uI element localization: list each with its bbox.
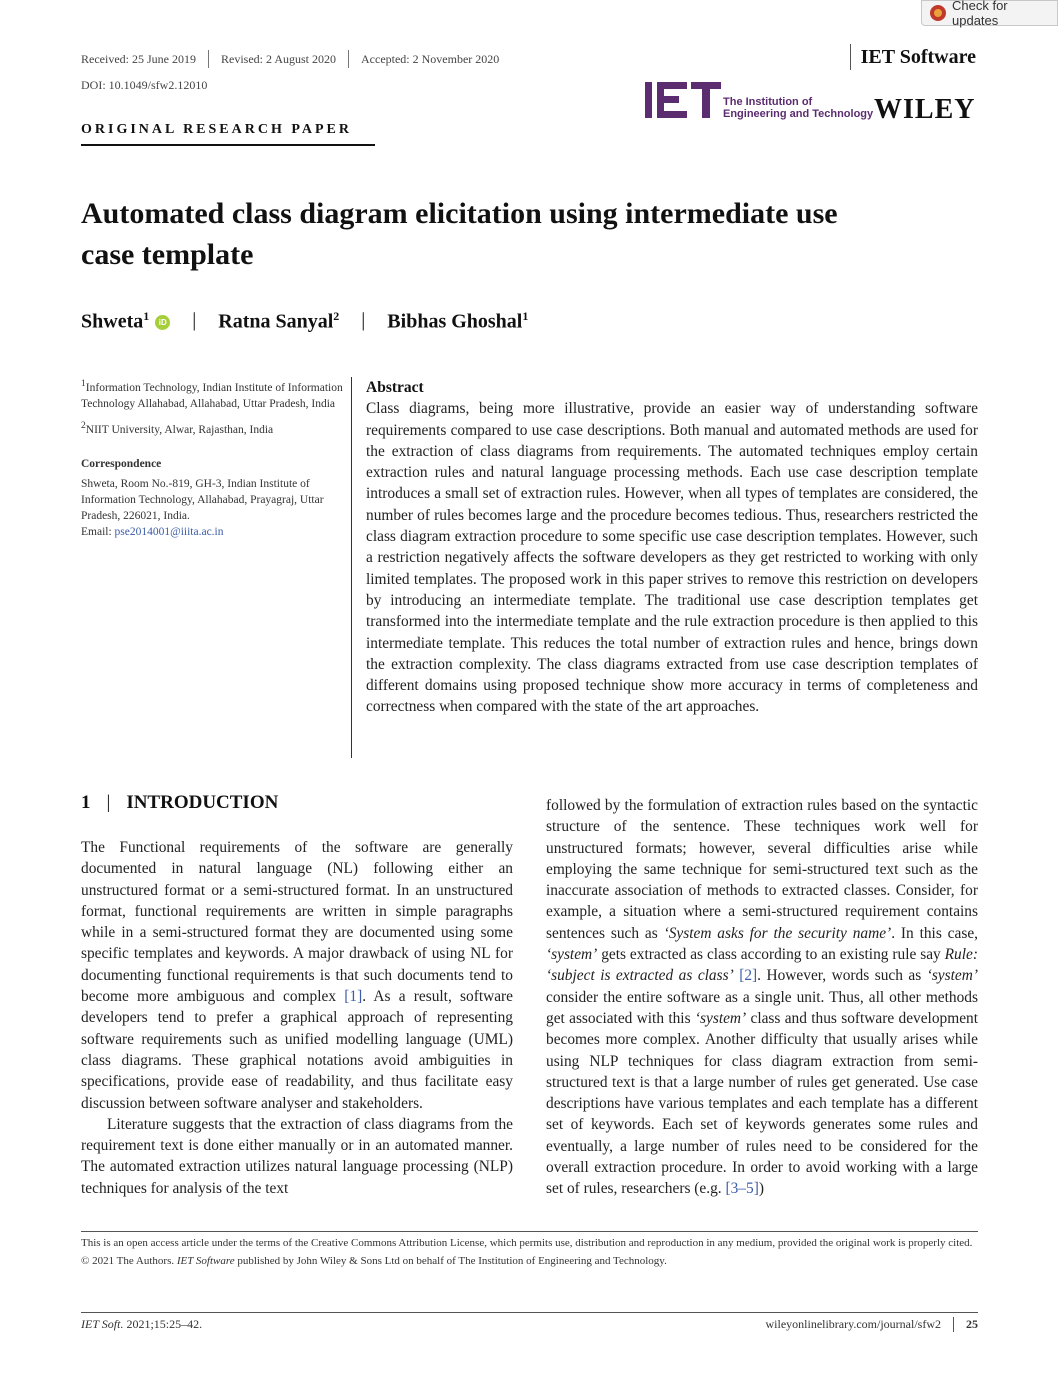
affiliations [81, 376, 343, 546]
section-title: INTRODUCTION [126, 792, 279, 813]
intro-paragraph-2: Literature suggests that the extraction of class diagrams from the requirement text is done either manually or in an automated manner. The automated extraction utilizes natural language processing (NLP) techniques for analysis of the text [81, 1115, 513, 1197]
citation-link[interactable]: [3–5] [725, 1180, 759, 1198]
crossmark-icon [930, 5, 946, 21]
license-text: This is an open access article under the terms of the Creative Commons Attribution License, which permits use, distribution and reproduction in any medium, provided the original work is properly cited. [81, 1237, 973, 1249]
doi: DOI: 10.1049/sfw2.12010 [81, 78, 208, 92]
correspondence-email: Email: pse2014001@iiita.ac.in [81, 525, 224, 538]
citation-link[interactable]: [2] [739, 967, 758, 985]
orcid-icon[interactable]: iD [155, 315, 170, 330]
article-type-label: ORIGINAL RESEARCH PAPER [81, 122, 375, 146]
email-link[interactable]: pse2014001@iiita.ac.in [114, 525, 224, 538]
article-history [81, 50, 523, 68]
copyright-text: © 2021 The Authors. IET Software published by John Wiley & Sons Ltd on behalf of The Institution of Engineering and Technology. [81, 1255, 667, 1267]
section-number: 1 [81, 792, 91, 813]
author-3[interactable]: Bibhas Ghoshal$^1$ [387, 309, 529, 333]
license-footnote [81, 1231, 978, 1270]
correspondence-address: Shweta, Room No.-819, GH-3, Indian Institute of Information Technology, Allahabad, Prayagraj, Uttar Pradesh, 226021, India. [81, 477, 324, 522]
abstract-heading: Abstract [366, 379, 424, 396]
author-separator: | [192, 309, 197, 331]
revised-date: Revised: 2 August 2020 [221, 50, 349, 68]
accepted-date: Accepted: 2 November 2020 [361, 52, 500, 66]
page-footer [81, 1312, 978, 1331]
citation-link[interactable]: [1] [344, 988, 363, 1006]
body-column-right [546, 795, 978, 1200]
received-date: Received: 25 June 2019 [81, 50, 209, 68]
check-for-updates-button[interactable] [921, 0, 1058, 26]
iet-line-1: The Institution of [723, 96, 813, 108]
author-list [81, 309, 528, 334]
journal-name: IET Software [850, 44, 976, 70]
intro-paragraph-continued: followed by the formulation of extraction rules based on the syntactic structure of the sentence. These techniques work well for unstructured formats; however, several difficulties arise while employing the same technique for semi-structured text such as the inaccurate association of methods to extracted classes. Consider, for example, a situation where a semi-structured requirement contains sentences such as ‘System asks for the security name’. In this case, ‘system’ gets extracted as class according to an existing rule say Rule: ‘subject is extracted as class’ [2]. However, words such as ‘system’ consider the entire software as a single unit. Thus, all other methods get associated with this ‘system’ class and thus software development becomes more complex. Another difficulty that usually arises while using NLP techniques for class diagram extraction from semi-structured text is that a large number of rules get generated. Use case descriptions have various templates and each template has a different set of keywords. Each set of keywords generates some rules and eventually, a large number of rules need to be considered for the overall extraction procedure. In order to avoid working with a large set of rules, researchers (e.g. [3–5]) [546, 797, 979, 1198]
body-column-left [81, 837, 513, 1199]
correspondence-heading: Correspondence [81, 457, 162, 470]
affiliation-1: $^1$Information Technology, Indian Institute of Information Technology Allahabad, Allahabad, Uttar Pradesh, India [81, 378, 343, 410]
section-heading-introduction [81, 792, 278, 814]
wiley-logo: WILEY [874, 94, 976, 125]
affiliation-2: $^2$NIIT University, Alwar, Rajasthan, India [81, 419, 274, 436]
iet-line-2: Engineering and Technology [723, 108, 874, 120]
intro-paragraph-1: The Functional requirements of the software are generally documented in natural language (NL) following either an unstructured format or a semi-structured format. In an unstructured format, functional requirements are written in simple paragraphs while in a semi-structured format they are documented using some specific templates and keywords. A major drawback of using NL for documenting functional requirements is that such documents tend to become more ambiguous and complex [1]. As a result, software developers tend to prefer a graphical approach of representing software requirements such as unified modelling language (UML) class diagrams. These graphical notations avoid ambiguities in specifications, provide ease of readability, and thus facilitate easy discussion between software analyser and stakeholders. [81, 839, 513, 1112]
journal-url[interactable]: wileyonlinelibrary.com/journal/sfw2 [765, 1317, 941, 1331]
author-1[interactable]: Shweta$^1$ [81, 309, 150, 333]
paper-title: Automated class diagram elicitation using intermediate use case template [81, 197, 838, 271]
iet-logo [643, 80, 723, 120]
footer-right [765, 1317, 978, 1332]
check-for-updates-label: Check for updates [952, 0, 1008, 28]
author-2[interactable]: Ratna Sanyal$^2$ [218, 309, 340, 333]
citation-info: IET Soft. 2021;15:25–42. [81, 1317, 203, 1331]
abstract [351, 377, 978, 758]
page-number: 25 [953, 1317, 978, 1332]
author-separator: | [361, 309, 366, 331]
section-divider: | [106, 792, 111, 813]
abstract-text: Class diagrams, being more illustrative, provide an easier way of understanding software requirements compared to use case descriptions. Both manual and automated methods are used for the extraction of class diagrams from requirements. The automated techniques employ certain extraction rules and natural language processing methods. Each use case description template introduces a small set of extraction rules. However, when all types of templates are considered, the number of rules becomes large and the procedure becomes tedious. Thus, researchers restricted the class diagram extraction procedure to some specific use case description templates. However, such a restriction negatively affects the software developers as they get restricted to working with only limited templates. The proposed work in this paper strives to remove this restriction on developers by introducing an intermediate template. The traditional use case description templates get transformed into the intermediate template and the rule extraction procedure is then applied to this intermediate template. This reduces the total number of extraction rules and hence, brings down the extraction complexity. The class diagrams extracted from use case description templates of different domains using proposed technique show more accuracy in terms of completeness and correctness when compared with the state of the art approaches. [366, 400, 978, 716]
iet-institution-name [723, 96, 873, 120]
